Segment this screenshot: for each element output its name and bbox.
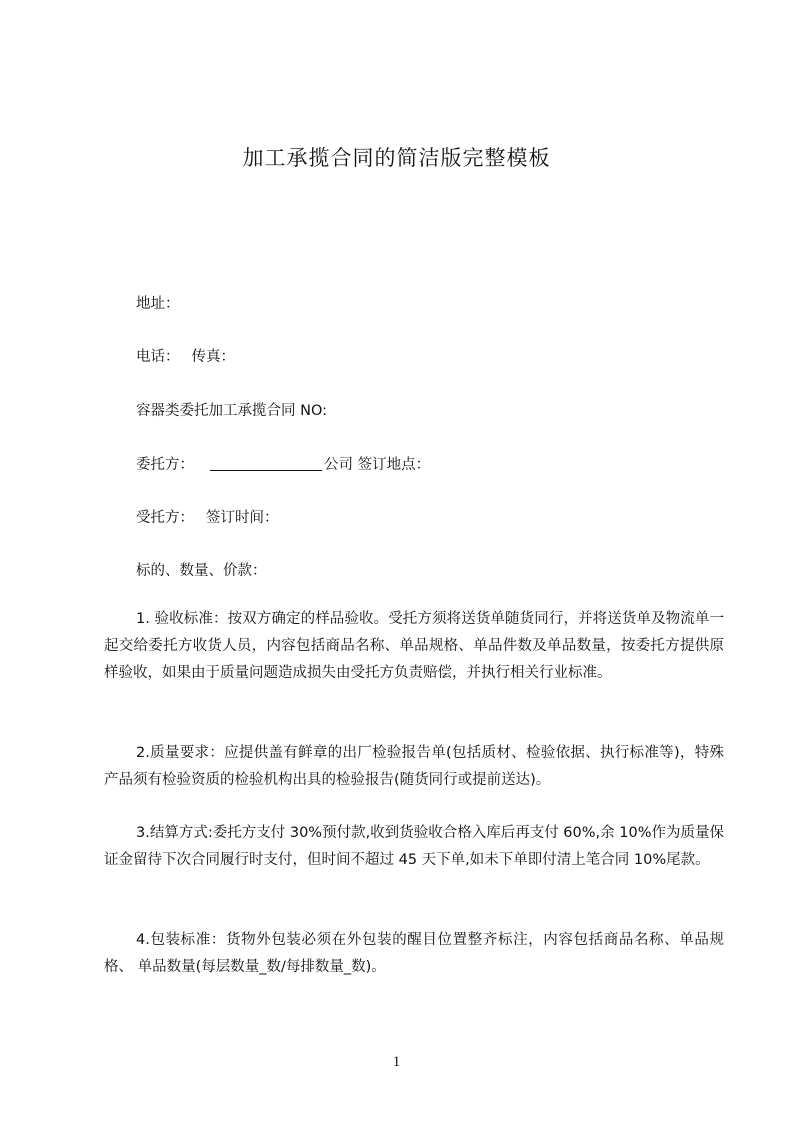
subject-heading-line: [136, 559, 267, 580]
document-title: 加工承揽合同的简洁版完整模板: [242, 146, 551, 170]
clause-2: 2.质量要求：应提供盖有鲜章的出厂检验报告单(包括质材、检验依据、执行标准等)，特殊产品须有检验资质的检验机构出具的检验报告(随货同行或提前送达)。: [104, 745, 724, 788]
address-line: [136, 292, 180, 313]
sign-time-label: 签订时间：: [206, 510, 279, 526]
contractor-label: 受托方：: [136, 510, 194, 526]
contractor-line: [136, 506, 279, 527]
contract-no-line: [136, 399, 327, 420]
page-number: 1: [392, 1054, 401, 1070]
address-label: 地址：: [136, 296, 180, 312]
sign-place-label: 签订地点：: [357, 457, 431, 473]
fax-label: 传真：: [191, 349, 235, 365]
clause-3: 3.结算方式:委托方支付 30%预付款,收到货验收合格入库后再支付 60%,余 10%作为质量保 证金留待下次合同履行时支付，但时间不超过 45 天下单,如未下单即付清上笔合同 10%尾款。: [104, 825, 724, 868]
phone-fax-line: [136, 345, 235, 366]
clause-1: 1. 验收标准：按双方确定的样品验收。受托方须将送货单随货同行，并将送货单及物流单一起交给委托方收货人员，内容包括商品名称、单品规格、单品件数及单品数量，按委托方提供原样验收，如果由于质量问题造成损失由受托方负责赔偿，并执行相关行业标准。: [104, 611, 724, 681]
client-line: [136, 453, 430, 474]
subject-heading: 标的、数量、价款：: [136, 563, 267, 579]
client-company-blank: [210, 456, 322, 471]
client-label: 委托方：: [136, 457, 194, 473]
clause-4: 4.包装标准：货物外包装必须在外包装的醒目位置整齐标注，内容包括商品名称、单品规格、 单品数量(每层数量_数/每排数量_数)。: [104, 932, 724, 975]
contract-no-label: 容器类委托加工承揽合同 NO:: [136, 403, 327, 419]
client-company-suffix: 公司: [324, 457, 353, 473]
phone-label: 电话：: [136, 349, 180, 365]
